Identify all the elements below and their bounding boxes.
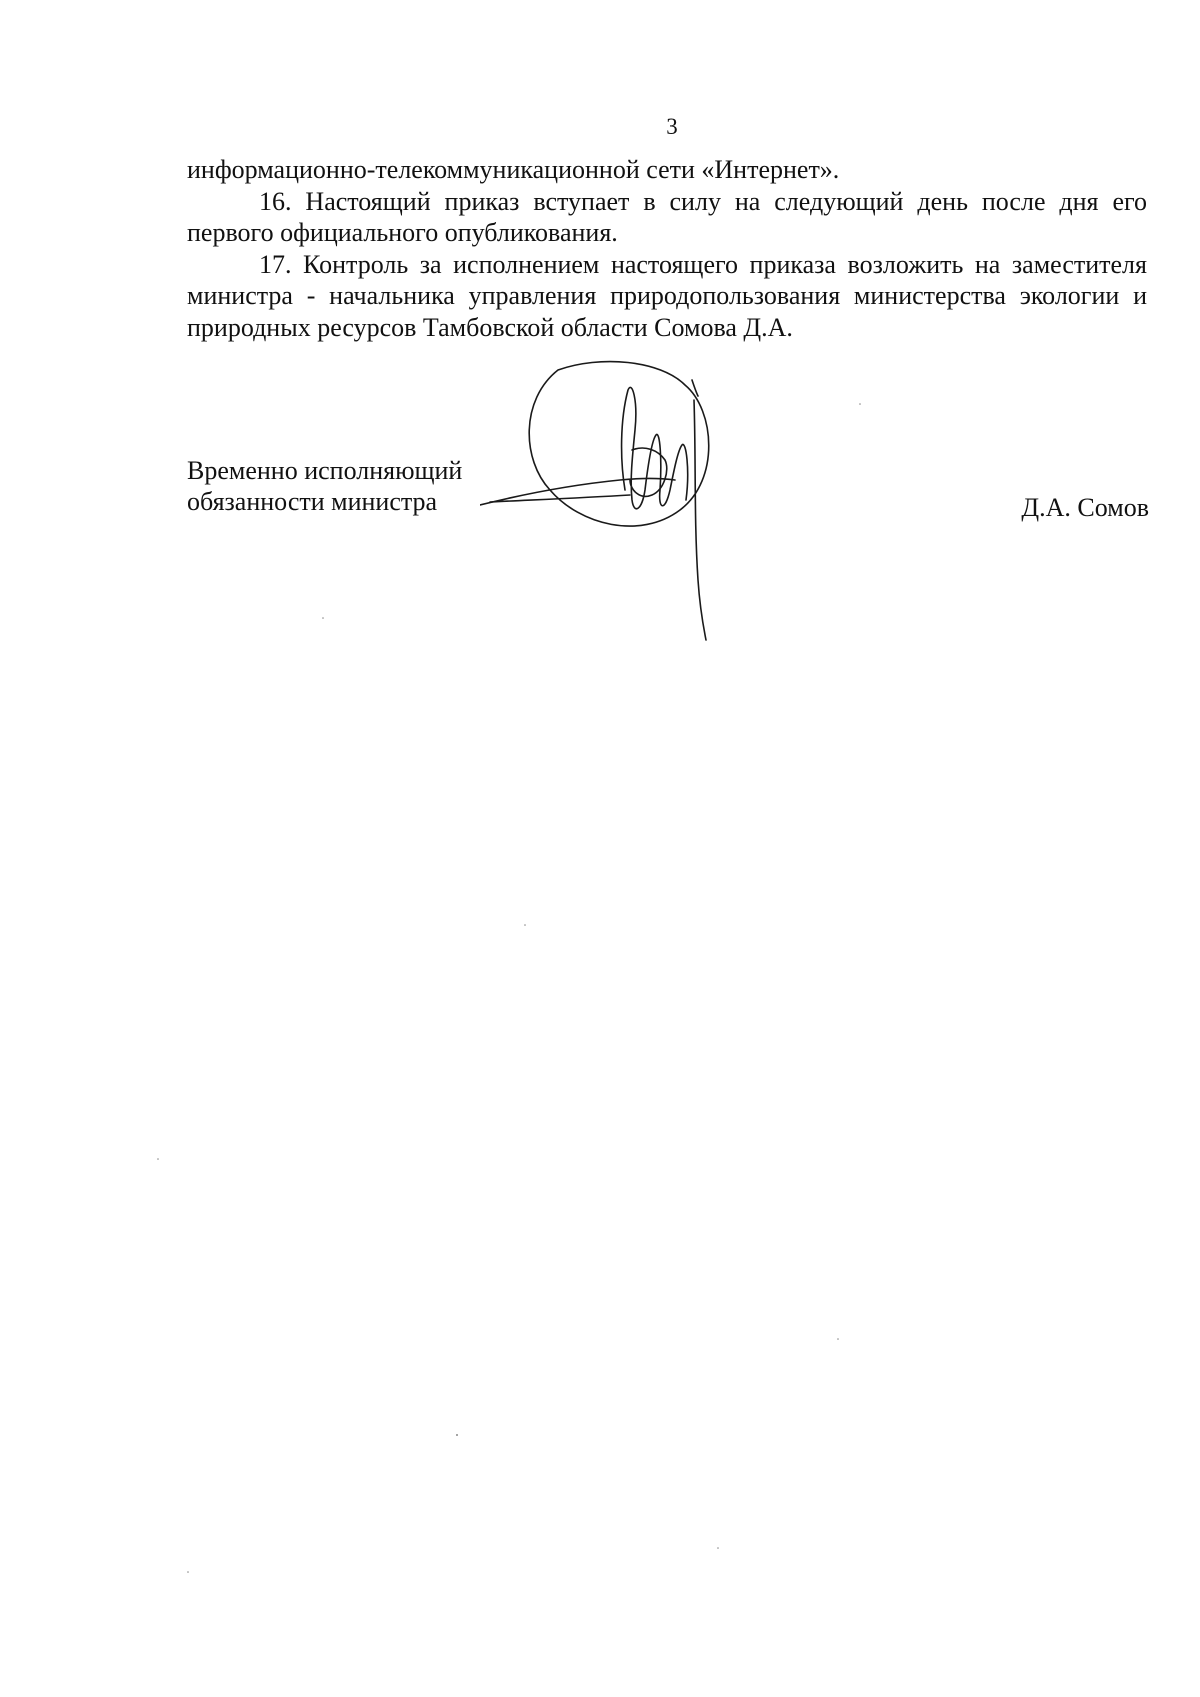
page-number: 3 xyxy=(666,114,678,139)
document-body xyxy=(187,154,1147,343)
signer-name: Д.А. Сомов xyxy=(1021,493,1149,522)
signer-title xyxy=(187,455,462,517)
paragraph-item-17: 17. Контроль за исполнением настоящего приказа возложить на заместителя министра - начальника управления природопользования министерства экологии и природных ресурсов Тамбовской области Сомова Д.А. xyxy=(187,249,1147,342)
signer-title-line-1: Временно исполняющий xyxy=(187,456,463,485)
signer-title-line-2: обязанности министра xyxy=(187,487,438,516)
paragraph-continuation: информационно-телекоммуникационной сети «Интернет». xyxy=(187,155,840,184)
paragraph-item-16: 16. Настоящий приказ вступает в силу на следующий день после дня его первого официального опубликования. xyxy=(187,186,1147,247)
handwritten-signature xyxy=(480,340,780,660)
